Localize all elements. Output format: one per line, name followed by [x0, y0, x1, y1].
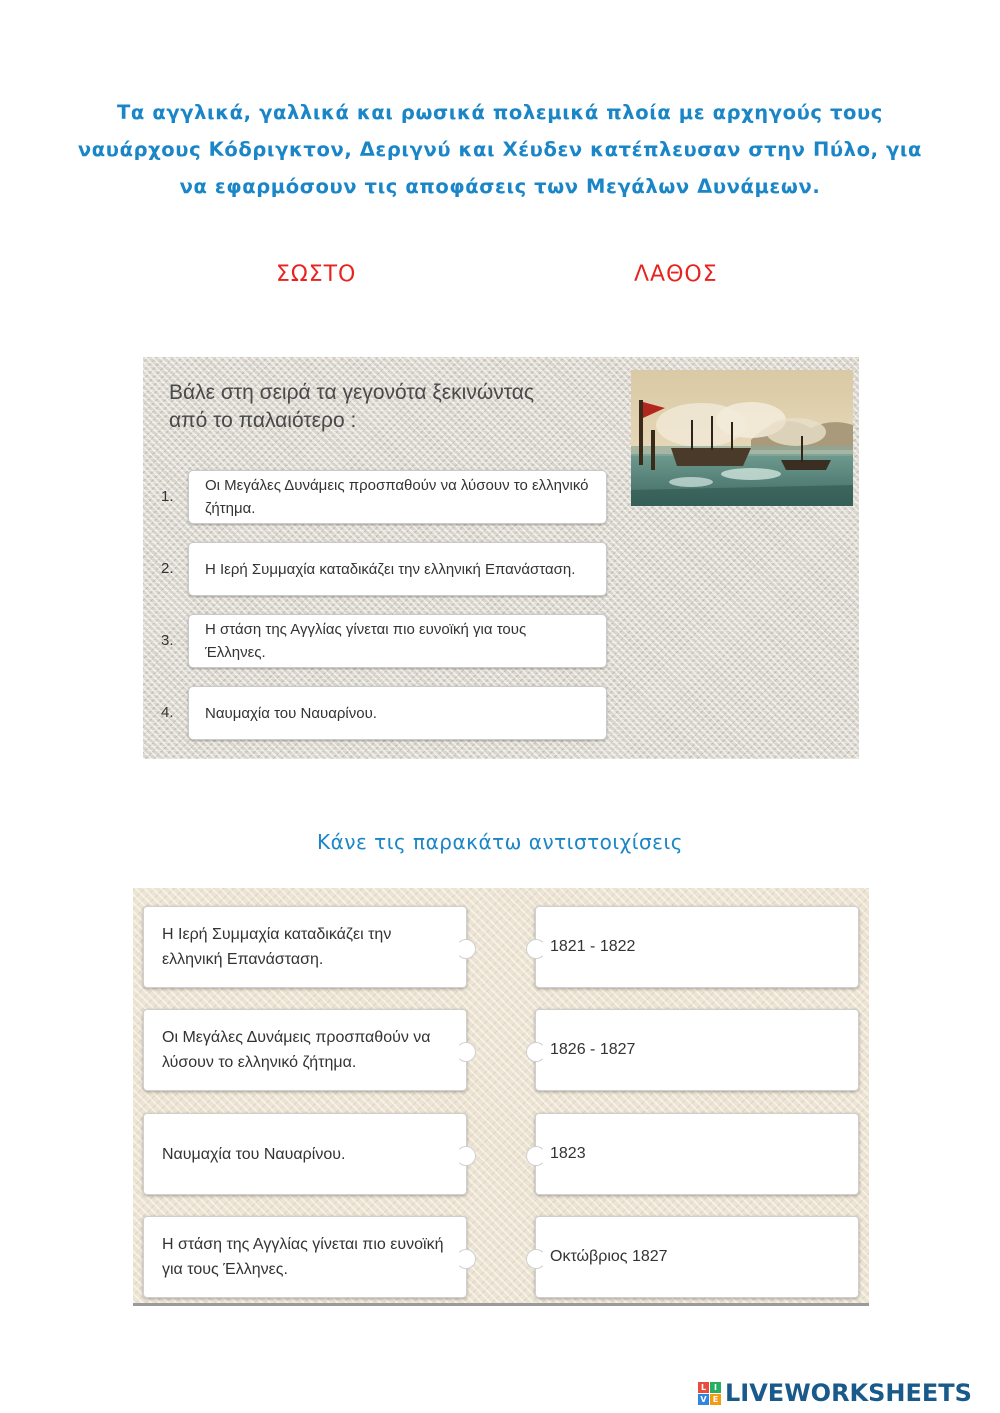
- match-left-card-3[interactable]: [143, 1113, 467, 1195]
- match-right-card-3[interactable]: [535, 1113, 859, 1195]
- puzzle-connector: [456, 1042, 476, 1062]
- order-card[interactable]: Η στάση της Αγγλίας γίνεται πιο ευνοϊκή για τους Έλληνες.: [188, 614, 607, 668]
- navarino-battle-painting: [631, 370, 853, 506]
- intro-line-1: Τα αγγλικά, γαλλικά και ρωσικά πολεμικά πλοία με αρχηγούς τους: [117, 101, 883, 124]
- match-right-text: Οκτώβριος 1827: [550, 1248, 668, 1265]
- match-right-text: 1823: [550, 1145, 586, 1162]
- order-item-3: [161, 614, 627, 670]
- match-left-card-4[interactable]: [143, 1216, 467, 1298]
- puzzle-connector: [456, 1146, 476, 1166]
- order-card[interactable]: Οι Μεγάλες Δυνάμεις προσπαθούν να λύσουν το ελληνικό ζήτημα.: [188, 470, 607, 524]
- puzzle-connector: [526, 1042, 546, 1062]
- logo-letter-v: V: [698, 1394, 709, 1405]
- match-left-text: Οι Μεγάλες Δυνάμεις προσπαθούν να λύσουν το ελληνικό ζήτημα.: [162, 1029, 431, 1071]
- puzzle-connector: [456, 939, 476, 959]
- order-item-2: [161, 542, 627, 598]
- logo-letter-i: I: [710, 1382, 721, 1393]
- intro-line-2: ναυάρχους Κόδριγκτον, Δεριγνύ και Χέυδεν κατέπλευσαν στην Πύλο, για: [77, 138, 923, 161]
- match-left-text: Η Ιερή Συμμαχία καταδικάζει την ελληνική Επανάσταση.: [162, 926, 392, 968]
- order-number: 1.: [161, 488, 174, 505]
- match-right-text: 1826 - 1827: [550, 1041, 636, 1058]
- order-item-1: [161, 470, 627, 526]
- intro-paragraph: [60, 94, 940, 205]
- match-right-card-4[interactable]: [535, 1216, 859, 1298]
- order-card[interactable]: Η Ιερή Συμμαχία καταδικάζει την ελληνική Επανάσταση.: [188, 542, 607, 596]
- match-right-card-1[interactable]: [535, 906, 859, 988]
- ordering-instructions: [169, 379, 609, 435]
- liveworksheets-logo[interactable]: [698, 1378, 972, 1408]
- answer-wrong-option[interactable]: ΛΑΘΟΣ: [634, 262, 718, 287]
- answer-correct-option[interactable]: ΣΩΣΤΟ: [276, 262, 357, 287]
- ordering-exercise-panel: [143, 357, 859, 759]
- match-right-text: 1821 - 1822: [550, 938, 636, 955]
- match-left-card-1[interactable]: [143, 906, 467, 988]
- intro-line-3: να εφαρμόσουν τις αποφάσεις των Μεγάλων Δυνάμεων.: [179, 175, 821, 198]
- order-card[interactable]: Ναυμαχία του Ναυαρίνου.: [188, 686, 607, 740]
- matching-heading: Κάνε τις παρακάτω αντιστοιχίσεις: [317, 830, 683, 854]
- match-left-text: Ναυμαχία του Ναυαρίνου.: [162, 1145, 346, 1163]
- order-number: 3.: [161, 632, 174, 649]
- puzzle-connector: [526, 1249, 546, 1269]
- order-number: 4.: [161, 704, 174, 721]
- ordering-instructions-line-1: Βάλε στη σειρά τα γεγονότα ξεκινώντας: [169, 381, 534, 404]
- logo-mark-icon: [698, 1382, 721, 1405]
- order-item-4: [161, 686, 627, 742]
- ordering-instructions-line-2: από το παλαιότερο :: [169, 409, 357, 432]
- battle-painting-illustration: [631, 370, 853, 506]
- puzzle-connector: [526, 1146, 546, 1166]
- logo-letter-l: L: [698, 1382, 709, 1393]
- logo-letter-e: E: [710, 1394, 721, 1405]
- match-right-card-2[interactable]: [535, 1009, 859, 1091]
- order-number: 2.: [161, 560, 174, 577]
- puzzle-connector: [456, 1249, 476, 1269]
- matching-exercise-panel: [133, 888, 869, 1306]
- logo-text: LIVEWORKSHEETS: [725, 1379, 972, 1407]
- puzzle-connector: [526, 939, 546, 959]
- match-left-card-2[interactable]: [143, 1009, 467, 1091]
- match-left-text: Η στάση της Αγγλίας γίνεται πιο ευνοϊκή για τους Έλληνες.: [162, 1236, 444, 1278]
